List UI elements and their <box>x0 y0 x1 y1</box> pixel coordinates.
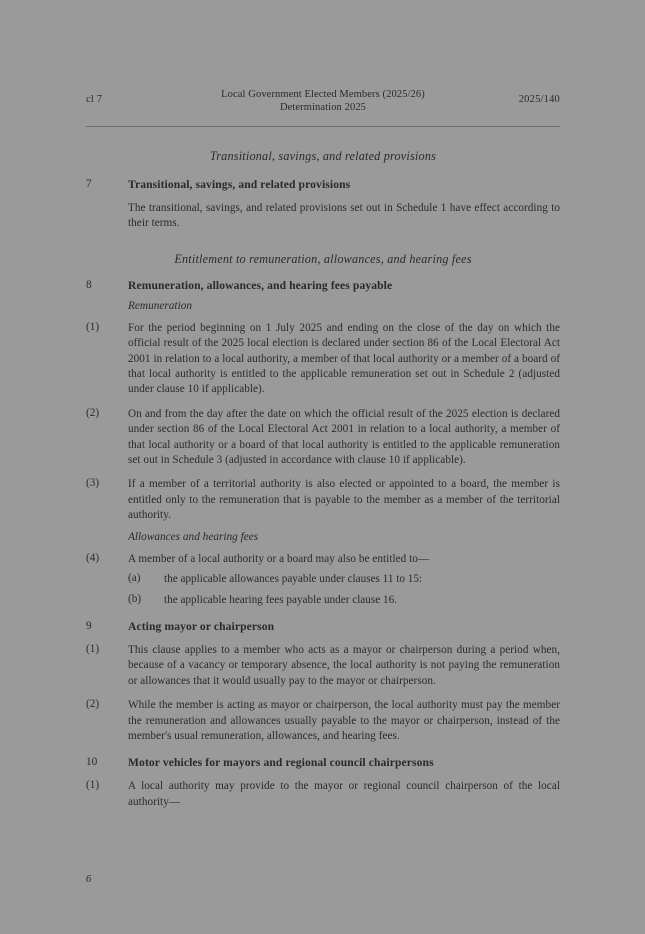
crosshead-transitional: Transitional, savings, and related provisions <box>209 149 437 163</box>
paragraph-a-text: the applicable allowances payable under clauses 11 to 15: <box>164 573 423 586</box>
clause-8-subclause-2-text: On and from the day after the date on which the official result of the 2025 election is declared under section 86 of the Local Electoral Act 2001 in relation to a local authority, a member of that local authority or a board of that local authority is entitled to the applicable remuneration set out in Schedule 3 (adjusted in accordance with clause 10 if applicable). <box>128 407 560 467</box>
header-title <box>86 88 560 114</box>
paragraph-a-label: (a) <box>128 572 141 585</box>
clause-7-text: The transitional, savings, and related provisions set out in Schedule 1 have effect according to their terms. <box>128 202 560 230</box>
header-left-reference: cl 7 <box>86 94 103 105</box>
clause-7-body-row <box>86 201 560 232</box>
clause-8-heading-row <box>86 279 560 293</box>
clause-9-heading: Acting mayor or chairperson <box>128 619 275 633</box>
paragraph-b-text: the applicable hearing fees payable under clause 16. <box>164 593 397 606</box>
clause-8-subclause-2 <box>86 407 560 469</box>
clause-8-subclause-4 <box>86 552 560 608</box>
header-title-line-2: Determination 2025 <box>279 102 367 113</box>
clause-8-subclause-4-text: A member of a local authority or a board may also be entitled to— <box>128 552 430 565</box>
clause-8-subclause-4-paragraph-a <box>128 572 560 587</box>
clause-10-heading: Motor vehicles for mayors and regional council chairpersons <box>128 756 434 770</box>
clause-9-number: 9 <box>86 619 92 632</box>
clause-7-number: 7 <box>86 178 92 190</box>
clause-8-subclause-3-text: If a member of a territorial authority is also elected or appointed to a board, the member is entitled only to the remuneration that is payable to the member as a member of the territorial authority. <box>128 478 560 522</box>
clause-7 <box>86 178 560 232</box>
header-title-line-1: Local Government Elected Members (2025/26) <box>221 89 425 100</box>
clause-9-subclause-2-label: (2) <box>86 698 100 711</box>
clause-7-heading: Transitional, savings, and related provisions <box>128 178 351 191</box>
paragraph-b-label: (b) <box>128 592 142 605</box>
clause-7-heading-row <box>86 178 560 192</box>
header-rule <box>86 126 560 127</box>
clause-8-subheading-allowances: Allowances and hearing fees <box>128 530 259 543</box>
clause-8-subclause-3-label: (3) <box>86 477 100 490</box>
clause-8-heading: Remuneration, allowances, and hearing fees payable <box>128 278 393 292</box>
clause-8-subheading-remuneration: Remuneration <box>128 299 193 312</box>
clause-8-subclause-3 <box>86 477 560 523</box>
clause-8-subclause-1 <box>86 321 560 398</box>
crosshead-entitlement: Entitlement to remuneration, allowances, and hearing fees <box>174 251 472 266</box>
clause-8-subclause-4-label: (4) <box>86 551 100 564</box>
clause-10 <box>86 756 560 810</box>
header-right-reference: 2025/140 <box>518 94 560 105</box>
clause-8-subclause-4-paragraph-b <box>128 593 560 608</box>
clause-8-subclause-1-label: (1) <box>86 320 100 333</box>
clause-10-subclause-1-label: (1) <box>86 779 100 792</box>
clause-9-subclause-1-label: (1) <box>86 642 100 655</box>
clause-9-heading-row <box>86 620 560 634</box>
clause-8-subclause-1-text: For the period beginning on 1 July 2025 and ending on the close of the day on which the official result of the 2025 local election is declared under section 86 of the Local Electoral Act 2001 in relation to a local authority, a member of that local authority or a member of a board of that local authority is entitled to the applicable remuneration set out in Schedule 2 (adjusted under clause 10 if applicable). <box>128 321 560 396</box>
clause-9-subclause-2-text: While the member is acting as mayor or chairperson, the local authority must pay the member the remuneration and allowances usually payable to the mayor or chairperson, instead of the member's usual remuneration, allowances, and hearing fees. <box>128 699 560 742</box>
clause-9-subclause-1 <box>86 643 560 689</box>
running-header <box>86 88 560 116</box>
page-content <box>86 88 560 812</box>
clause-8-number: 8 <box>86 278 92 291</box>
clause-10-subclause-1-text: A local authority may provide to the mayor or regional council chairperson of the local authority— <box>128 780 560 808</box>
clause-10-heading-row <box>86 756 560 770</box>
clause-9 <box>86 620 560 744</box>
clause-8 <box>86 279 560 608</box>
clause-10-number: 10 <box>86 756 98 769</box>
clause-9-subclause-2 <box>86 698 560 744</box>
clause-9-subclause-1-text: This clause applies to a member who acts as a mayor or chairperson during a period when, because of a vacancy or temporary absence, the local authority is not paying the remuneration or allowances that it would usually pay to the mayor or chairperson. <box>128 643 560 687</box>
page-number: 6 <box>86 874 92 885</box>
clause-10-subclause-1 <box>86 779 560 810</box>
clause-8-subclause-2-label: (2) <box>86 406 100 419</box>
